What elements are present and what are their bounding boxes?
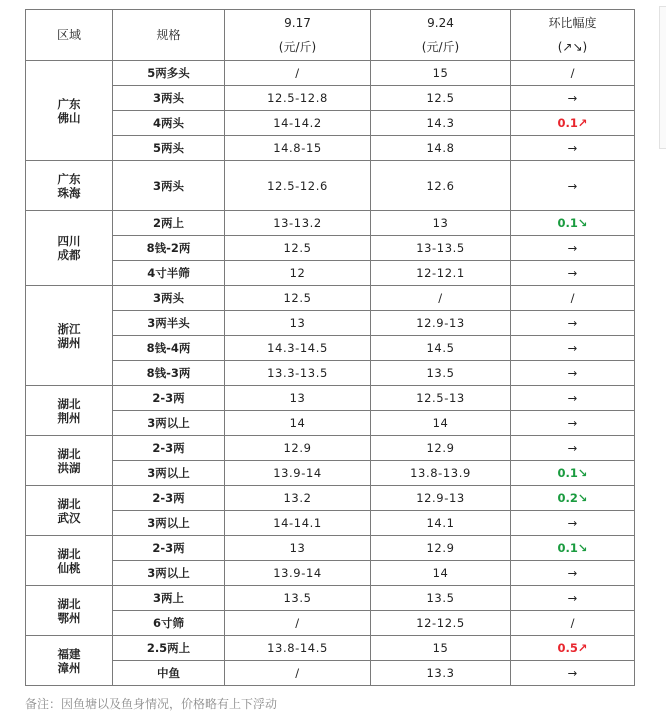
price-0924-cell: 13 xyxy=(371,211,511,236)
table-row xyxy=(26,361,635,386)
spec-cell: 8钱-2两 xyxy=(113,236,225,261)
change-cell: / xyxy=(511,286,635,311)
change-cell: → xyxy=(511,261,635,286)
change-cell: 0.1↗ xyxy=(511,111,635,136)
price-0917-cell: 13 xyxy=(225,311,371,336)
table-row xyxy=(26,511,635,536)
price-0917-cell: 13.9-14 xyxy=(225,561,371,586)
region-city: 佛山 xyxy=(57,110,81,125)
spec-cell: 8钱-3两 xyxy=(113,361,225,386)
price-0917-cell: 13.9-14 xyxy=(225,461,371,486)
price-0924-cell: 12.9-13 xyxy=(371,311,511,336)
price-0917-cell: 12.5-12.6 xyxy=(225,161,371,211)
change-cell: → xyxy=(511,411,635,436)
spec-cell: 中鱼 xyxy=(113,661,225,686)
region-cell xyxy=(26,211,113,286)
table-row xyxy=(26,661,635,686)
region-province: 广东 xyxy=(57,171,81,186)
header-change-label: 环比幅度 xyxy=(548,16,597,30)
price-0924-cell: 13.5 xyxy=(371,586,511,611)
table-row xyxy=(26,86,635,111)
change-cell: → xyxy=(511,86,635,111)
change-cell: → xyxy=(511,361,635,386)
change-cell: → xyxy=(511,511,635,536)
region-province: 湖北 xyxy=(57,446,81,461)
price-0917-cell: 13.8-14.5 xyxy=(225,636,371,661)
price-0917-cell: 13.3-13.5 xyxy=(225,361,371,386)
region-province: 浙江 xyxy=(57,321,81,336)
price-0917-cell: 14.3-14.5 xyxy=(225,336,371,361)
spec-cell: 4寸半筛 xyxy=(113,261,225,286)
change-cell: → xyxy=(511,311,635,336)
spec-cell: 5两多头 xyxy=(113,61,225,86)
region-province: 湖北 xyxy=(57,496,81,511)
change-cell: → xyxy=(511,161,635,211)
price-0924-cell: 15 xyxy=(371,636,511,661)
spec-cell: 3两头 xyxy=(113,286,225,311)
price-0917-cell: 14.8-15 xyxy=(225,136,371,161)
spec-cell: 2-3两 xyxy=(113,386,225,411)
header-date-1 xyxy=(225,10,371,61)
table-row xyxy=(26,536,635,561)
region-cell xyxy=(26,386,113,436)
price-0924-cell: 14.3 xyxy=(371,111,511,136)
table-row xyxy=(26,336,635,361)
price-0924-cell: 12.9 xyxy=(371,436,511,461)
price-0917-cell: 13.2 xyxy=(225,486,371,511)
price-0924-cell: 13.3 xyxy=(371,661,511,686)
price-0917-cell: 12.5 xyxy=(225,236,371,261)
region-cell xyxy=(26,636,113,686)
price-0924-cell: 12.6 xyxy=(371,161,511,211)
price-0924-cell: 14.5 xyxy=(371,336,511,361)
table-row xyxy=(26,136,635,161)
region-cell xyxy=(26,486,113,536)
table-row xyxy=(26,486,635,511)
price-0917-cell: 13 xyxy=(225,386,371,411)
table-row xyxy=(26,211,635,236)
price-0924-cell: 12-12.1 xyxy=(371,261,511,286)
header-spec: 规格 xyxy=(113,10,225,61)
region-province: 福建 xyxy=(57,646,81,661)
change-cell: → xyxy=(511,236,635,261)
header-date-1-label: 9.17 xyxy=(284,16,311,30)
table-row xyxy=(26,261,635,286)
table-row xyxy=(26,411,635,436)
price-0924-cell: 15 xyxy=(371,61,511,86)
spec-cell: 2-3两 xyxy=(113,436,225,461)
price-0924-cell: 13.8-13.9 xyxy=(371,461,511,486)
table-row xyxy=(26,161,635,211)
change-cell: → xyxy=(511,661,635,686)
region-city: 洪湖 xyxy=(57,460,81,475)
change-cell: / xyxy=(511,611,635,636)
price-table xyxy=(25,9,635,686)
price-0917-cell: 14-14.2 xyxy=(225,111,371,136)
change-cell: 0.5↗ xyxy=(511,636,635,661)
price-0917-cell: / xyxy=(225,661,371,686)
price-0924-cell: 14 xyxy=(371,561,511,586)
region-province: 湖北 xyxy=(57,546,81,561)
change-cell: → xyxy=(511,386,635,411)
region-city: 荆州 xyxy=(57,410,81,425)
spec-cell: 2.5两上 xyxy=(113,636,225,661)
spec-cell: 3两以上 xyxy=(113,461,225,486)
region-city: 漳州 xyxy=(57,660,81,675)
price-0917-cell: 12.9 xyxy=(225,436,371,461)
table-row xyxy=(26,611,635,636)
change-cell: → xyxy=(511,586,635,611)
spec-cell: 4两头 xyxy=(113,111,225,136)
table-row xyxy=(26,586,635,611)
spec-cell: 3两以上 xyxy=(113,411,225,436)
spec-cell: 5两头 xyxy=(113,136,225,161)
table-row xyxy=(26,111,635,136)
spec-cell: 2两上 xyxy=(113,211,225,236)
spec-cell: 3两头 xyxy=(113,161,225,211)
price-0917-cell: / xyxy=(225,61,371,86)
change-cell: / xyxy=(511,61,635,86)
price-0924-cell: / xyxy=(371,286,511,311)
header-date-2-label: 9.24 xyxy=(427,16,454,30)
header-date-2 xyxy=(371,10,511,61)
change-cell: 0.1↘ xyxy=(511,536,635,561)
table-row xyxy=(26,311,635,336)
price-0917-cell: 12 xyxy=(225,261,371,286)
price-0917-cell: 13-13.2 xyxy=(225,211,371,236)
price-0924-cell: 12.5 xyxy=(371,86,511,111)
region-province: 湖北 xyxy=(57,396,81,411)
price-0924-cell: 13.5 xyxy=(371,361,511,386)
region-city: 成都 xyxy=(57,248,81,262)
region-city: 鄂州 xyxy=(57,610,81,625)
price-0924-cell: 14 xyxy=(371,411,511,436)
header-date-1-unit: (元/斤) xyxy=(278,40,317,54)
header-date-2-unit: (元/斤) xyxy=(421,40,460,54)
spec-cell: 2-3两 xyxy=(113,536,225,561)
table-row xyxy=(26,236,635,261)
price-0917-cell: 14 xyxy=(225,411,371,436)
region-city: 珠海 xyxy=(57,185,81,200)
price-0917-cell: 12.5 xyxy=(225,286,371,311)
region-cell xyxy=(26,286,113,386)
price-0924-cell: 13-13.5 xyxy=(371,236,511,261)
header-change-sub: (↗↘) xyxy=(557,40,588,54)
region-city: 仙桃 xyxy=(57,560,81,575)
price-0917-cell: 14-14.1 xyxy=(225,511,371,536)
spec-cell: 6寸筛 xyxy=(113,611,225,636)
spec-cell: 3两半头 xyxy=(113,311,225,336)
region-cell xyxy=(26,436,113,486)
price-0917-cell: 13.5 xyxy=(225,586,371,611)
change-cell: 0.2↘ xyxy=(511,486,635,511)
change-cell: 0.1↘ xyxy=(511,211,635,236)
price-0924-cell: 12-12.5 xyxy=(371,611,511,636)
spec-cell: 2-3两 xyxy=(113,486,225,511)
spec-cell: 3两头 xyxy=(113,86,225,111)
header-region: 区域 xyxy=(26,10,113,61)
change-cell: → xyxy=(511,561,635,586)
table-row xyxy=(26,561,635,586)
price-0917-cell: 13 xyxy=(225,536,371,561)
change-cell: → xyxy=(511,136,635,161)
table-row xyxy=(26,461,635,486)
price-0917-cell: 12.5-12.8 xyxy=(225,86,371,111)
scrollbar[interactable] xyxy=(659,6,666,149)
region-province: 广东 xyxy=(57,96,81,111)
table-row xyxy=(26,636,635,661)
price-0924-cell: 14.8 xyxy=(371,136,511,161)
price-0924-cell: 12.9-13 xyxy=(371,486,511,511)
change-cell: 0.1↘ xyxy=(511,461,635,486)
table-row xyxy=(26,286,635,311)
table-row xyxy=(26,436,635,461)
region-cell xyxy=(26,586,113,636)
table-row xyxy=(26,386,635,411)
spec-cell: 3两以上 xyxy=(113,511,225,536)
region-cell xyxy=(26,536,113,586)
price-0924-cell: 12.9 xyxy=(371,536,511,561)
price-0924-cell: 12.5-13 xyxy=(371,386,511,411)
region-cell xyxy=(26,61,113,161)
price-0917-cell: / xyxy=(225,611,371,636)
header-change xyxy=(511,10,635,61)
price-table-body xyxy=(26,10,635,686)
footnote: 备注：因鱼塘以及鱼身情况，价格略有上下浮动 xyxy=(25,697,278,711)
region-cell xyxy=(26,161,113,211)
spec-cell: 3两上 xyxy=(113,586,225,611)
table-row xyxy=(26,61,635,86)
region-city: 武汉 xyxy=(57,510,81,525)
table-header-row xyxy=(26,10,635,61)
region-province: 四川 xyxy=(57,234,81,248)
spec-cell: 8钱-4两 xyxy=(113,336,225,361)
change-cell: → xyxy=(511,336,635,361)
region-province: 湖北 xyxy=(57,596,81,611)
region-city: 湖州 xyxy=(57,335,81,350)
change-cell: → xyxy=(511,436,635,461)
spec-cell: 3两以上 xyxy=(113,561,225,586)
price-0924-cell: 14.1 xyxy=(371,511,511,536)
